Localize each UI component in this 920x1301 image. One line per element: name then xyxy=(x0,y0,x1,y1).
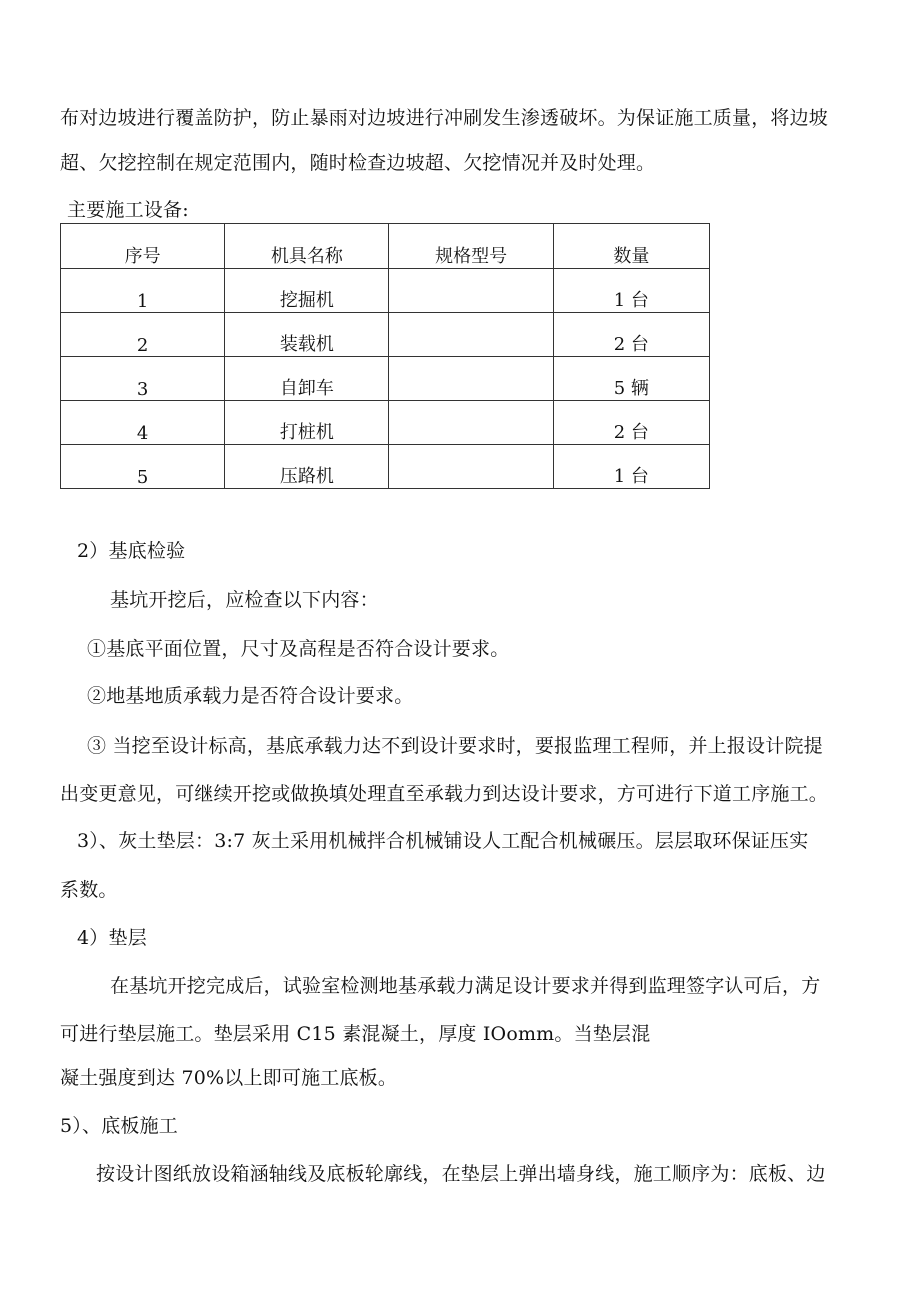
cell-name: 装载机 xyxy=(225,313,389,357)
paragraph-line: 基坑开挖后，应检查以下内容： xyxy=(110,589,379,611)
column-header-no: 序号 xyxy=(61,224,225,269)
cell-qty: 1 台 xyxy=(553,445,709,489)
cell-name: 挖掘机 xyxy=(225,269,389,313)
table-row xyxy=(61,313,710,357)
paragraph-line: 可进行垫层施工。垫层采用 C15 素混凝土，厚度 IOomm。当垫层混 xyxy=(60,1023,651,1045)
paragraph-line: 系数。 xyxy=(60,879,118,901)
cell-qty: 2 台 xyxy=(553,401,709,445)
cell-no: 3 xyxy=(61,357,225,401)
column-header-spec: 规格型号 xyxy=(389,224,553,269)
section-heading: 4）垫层 xyxy=(77,927,147,949)
table-row xyxy=(61,401,710,445)
cell-name: 压路机 xyxy=(225,445,389,489)
paragraph-line: 按设计图纸放设箱涵轴线及底板轮廓线，在垫层上弹出墙身线，施工顺序为：底板、边 xyxy=(96,1163,826,1185)
section-heading: 2）基底检验 xyxy=(77,540,186,562)
table-caption: 主要施工设备: xyxy=(67,199,189,221)
cell-qty: 1 台 xyxy=(553,269,709,313)
list-item: ②地基地质承载力是否符合设计要求。 xyxy=(87,685,414,707)
equipment-table xyxy=(60,223,710,489)
cell-spec xyxy=(389,357,553,401)
cell-spec xyxy=(389,269,553,313)
table-header-row xyxy=(61,224,710,269)
paragraph-line: 在基坑开挖完成后，试验室检测地基承载力满足设计要求并得到监理签字认可后，方 xyxy=(110,975,821,997)
column-header-qty: 数量 xyxy=(553,224,709,269)
paragraph-line: 凝土强度到达 70%以上即可施工底板。 xyxy=(60,1067,398,1089)
cell-spec xyxy=(389,313,553,357)
column-header-name: 机具名称 xyxy=(225,224,389,269)
paragraph-line: 出变更意见，可继续开挖或做换填处理直至承载力到达设计要求，方可进行下道工序施工。 xyxy=(60,783,829,805)
cell-no: 4 xyxy=(61,401,225,445)
table-row xyxy=(61,445,710,489)
table-row xyxy=(61,269,710,313)
cell-no: 1 xyxy=(61,269,225,313)
cell-spec xyxy=(389,401,553,445)
section-heading: 3）、灰土垫层：3:7 灰土采用机械拌合机械铺设人工配合机械碾压。层层取环保证压实 xyxy=(77,830,809,852)
cell-spec xyxy=(389,445,553,489)
list-item: ③ 当挖至设计标高，基底承载力达不到设计要求时，要报监理工程师，并上报设计院提 xyxy=(87,735,823,757)
cell-qty: 5 辆 xyxy=(553,357,709,401)
cell-no: 5 xyxy=(61,445,225,489)
list-item: ①基底平面位置，尺寸及高程是否符合设计要求。 xyxy=(87,638,510,660)
paragraph-line: 布对边坡进行覆盖防护，防止暴雨对边坡进行冲刷发生渗透破坏。为保证施工质量，将边坡 xyxy=(60,107,829,129)
cell-qty: 2 台 xyxy=(553,313,709,357)
cell-name: 自卸车 xyxy=(225,357,389,401)
section-heading: 5）、底板施工 xyxy=(60,1115,178,1137)
table-row xyxy=(61,357,710,401)
paragraph-line: 超、欠挖控制在规定范围内，随时检查边坡超、欠挖情况并及时处理。 xyxy=(60,152,656,174)
cell-name: 打桩机 xyxy=(225,401,389,445)
cell-no: 2 xyxy=(61,313,225,357)
